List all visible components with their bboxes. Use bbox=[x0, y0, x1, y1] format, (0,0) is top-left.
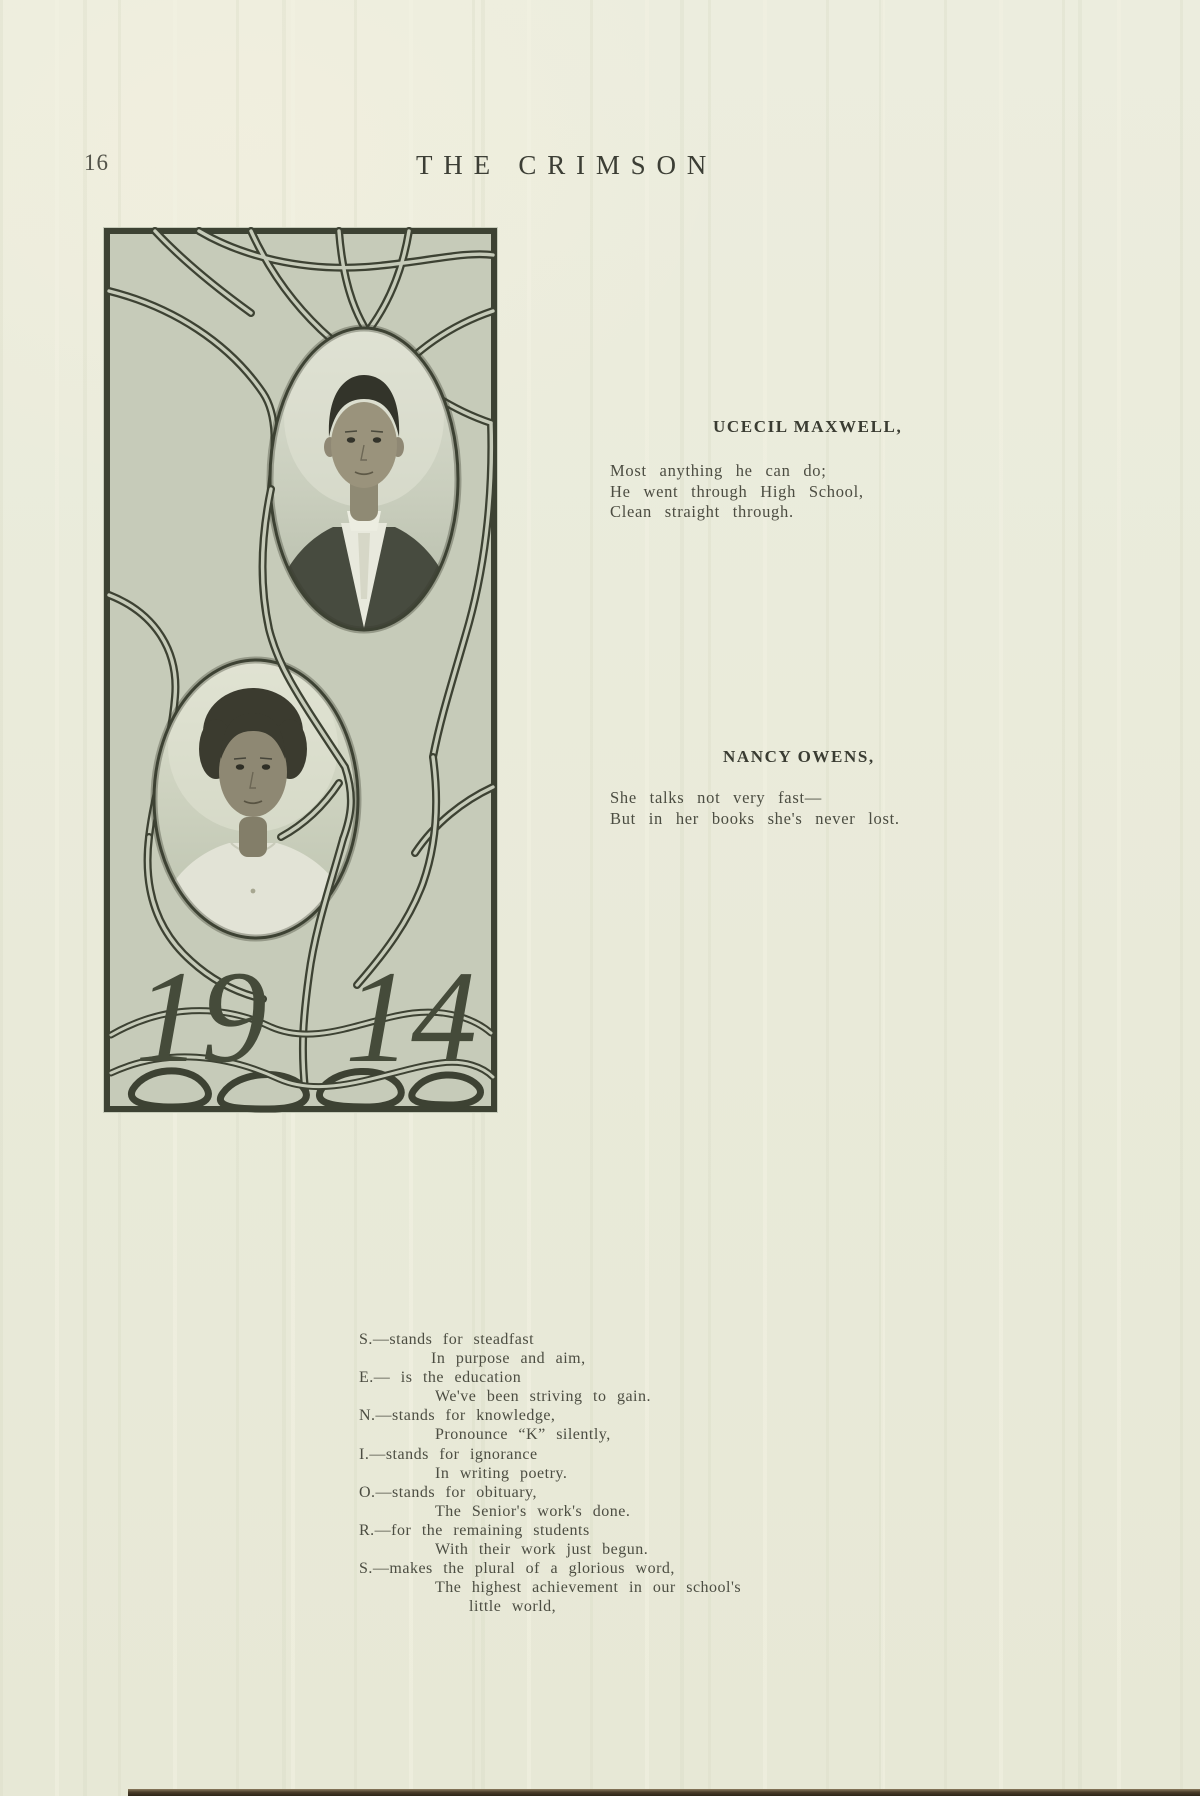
text-line: E.— is the education bbox=[359, 1369, 522, 1387]
text-line: In writing poetry. bbox=[435, 1464, 568, 1482]
text-line: But in her books she's never lost. bbox=[610, 808, 900, 828]
year-numerals-14: 14 bbox=[345, 943, 477, 1090]
tree-frame-illustration bbox=[103, 227, 498, 1113]
text-line: R.—for the remaining students bbox=[359, 1521, 590, 1539]
acrostic-poem-seniors bbox=[359, 1330, 741, 1616]
page-title: THE CRIMSON bbox=[416, 150, 718, 180]
student-name-nancy-owens: NANCY OWENS, bbox=[723, 747, 875, 766]
text-line: She talks not very fast— bbox=[610, 788, 822, 807]
page-number: 16 bbox=[84, 150, 109, 175]
text-line: We've been striving to gain. bbox=[435, 1388, 651, 1406]
year-numerals-19: 19 bbox=[135, 943, 267, 1090]
class-photo-panel bbox=[103, 227, 498, 1113]
page-bottom-edge bbox=[128, 1789, 1200, 1796]
portrait-ucecil-maxwell-photo bbox=[270, 327, 458, 630]
text-line: The Senior's work's done. bbox=[435, 1502, 631, 1520]
text-line: He went through High School, bbox=[610, 481, 864, 501]
text-line: With their work just begun. bbox=[435, 1541, 649, 1559]
verse-ucecil-maxwell bbox=[610, 461, 864, 523]
text-line: Most anything he can do; bbox=[610, 461, 827, 480]
text-line: S.—makes the plural of a glorious word, bbox=[359, 1560, 675, 1578]
verse-nancy-owens bbox=[610, 788, 900, 829]
text-line: N.—stands for knowledge, bbox=[359, 1407, 556, 1425]
text-line: Pronounce “K” silently, bbox=[435, 1426, 611, 1444]
student-name-ucecil-maxwell: UCECIL MAXWELL, bbox=[713, 417, 903, 436]
text-line: In purpose and aim, bbox=[431, 1350, 586, 1368]
text-line: O.—stands for obituary, bbox=[359, 1483, 537, 1501]
text-line: Clean straight through. bbox=[610, 502, 794, 522]
text-line: little world, bbox=[469, 1598, 557, 1616]
text-line: The highest achievement in our school's bbox=[435, 1579, 742, 1597]
text-line: S.—stands for steadfast bbox=[359, 1331, 535, 1348]
text-line: I.—stands for ignorance bbox=[359, 1445, 538, 1463]
